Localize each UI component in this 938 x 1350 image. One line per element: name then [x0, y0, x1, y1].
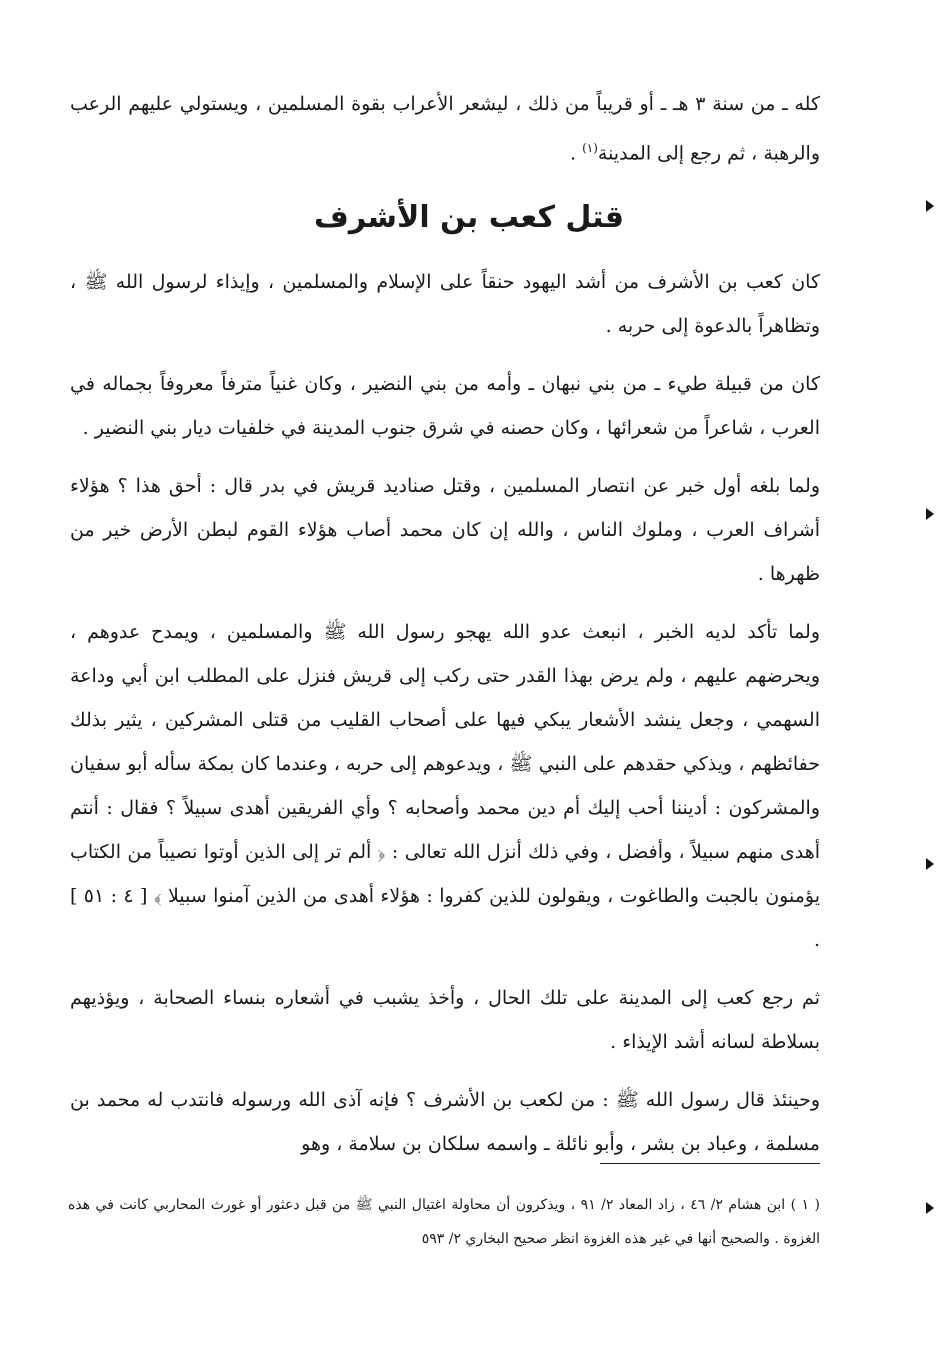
- paragraph-5: ثم رجع كعب إلى المدينة على تلك الحال ، وأخذ يشبب في أشعاره بنساء الصحابة ، ويؤذيهم بسلاطة لسانه أشد الإيذاء .: [70, 987, 820, 1053]
- paragraph-3: ولما بلغه أول خبر عن انتصار المسلمين ، وقتل صناديد قريش في بدر قال : أحق هذا ؟ هؤلاء أشراف العرب ، وملوك الناس ، والله إن كان محمد أصاب هؤلاء القوم لبطن الأرض خير من ظهرها .: [70, 475, 820, 585]
- paragraph-2: كان من قبيلة طيء ـ من بني نبهان ـ وأمه من بني النضير ، وكان غنياً مترفاً معروفاً بجماله في العرب ، شاعراً من شعرائها ، وكان حصنه في شرق جنوب المدينة في خلفيات ديار بني النضير .: [70, 373, 820, 439]
- intro-paragraph: [70, 82, 820, 175]
- intro-end: .: [569, 142, 583, 165]
- footnotes: [68, 1188, 820, 1256]
- paragraph-4: ولما تأكد لديه الخبر ، انبعث عدو الله يهجو رسول الله ﷺ والمسلمين ، ويمدح عدوهم ، ويحرضهم عليهم ، ولم يرض بهذا القدر حتى ركب إلى قريش فنزل على المطلب ابن أبي وداعة السهمي ، وجعل ينشد الأشعار يبكي فيها على أصحاب القليب من قتلى المشركين ، يثير بذلك حفائظهم ، ويذكي حقدهم على النبي ﷺ ، ويدعوهم إلى حربه ، وعندما كان بمكة سأله أبو سفيان والمشركون : أديننا أحب إليك أم دين محمد وأصحابه ؟ وأي الفريقين أهدى سبيلاً ؟ فقال : أنتم أهدى منهم سبيلاً ، وأفضل ، وفي ذلك أنزل الله تعالى : ﴿ ألم تر إلى الذين أوتوا نصيباً من الكتاب يؤمنون بالجبت والطاغوت ، ويقولون للذين كفروا : هؤلاء أهدى من الذين آمنوا سبيلا ﴾ [ ٤ : ٥١ ] .: [70, 621, 821, 951]
- scan-edge-mark: [926, 858, 934, 870]
- scan-edge-mark: [926, 200, 934, 212]
- paragraph-6: وحينئذ قال رسول الله ﷺ : من لكعب بن الأشرف ؟ فإنه آذى الله ورسوله فانتدب له محمد بن مسلمة ، وعباد بن بشر ، وأبو نائلة ـ واسمه سلكان بن سلامة ، وهو: [70, 1089, 820, 1155]
- scan-edge-mark: [926, 508, 934, 520]
- intro-text: [70, 82, 820, 175]
- footnote-1: ( ١ ) ابن هشام ٢/ ٤٦ ، زاد المعاد ٢/ ٩١ ، ويذكرون أن محاولة اغتيال النبي ﷺ من قبل دعثور أو غورث المحاربي كانت في هذه الغزوة . والصحيح أنها في غير هذه الغزوة انظر صحيح البخاري ٢/ ٥٩٣: [68, 1197, 821, 1247]
- footnote-reference: (١): [582, 141, 598, 155]
- paragraph-1: كان كعب بن الأشرف من أشد اليهود حنقاً على الإسلام والمسلمين ، وإيذاء لرسول الله ﷺ ، وتظاهراً بالدعوة إلى حربه .: [70, 271, 820, 337]
- section-title: قتل كعب بن الأشرف: [313, 200, 625, 235]
- footnote-divider: [600, 1163, 820, 1164]
- scan-edge-mark: [926, 1202, 934, 1214]
- body-text: [70, 260, 820, 1166]
- intro-line: كله ـ من سنة ٣ هـ ـ أو قريباً من ذلك ، ليشعر الأعراب بقوة المسلمين ، ويستولي عليهم الرعب والرهبة ، ثم رجع إلى المدينة: [70, 93, 820, 165]
